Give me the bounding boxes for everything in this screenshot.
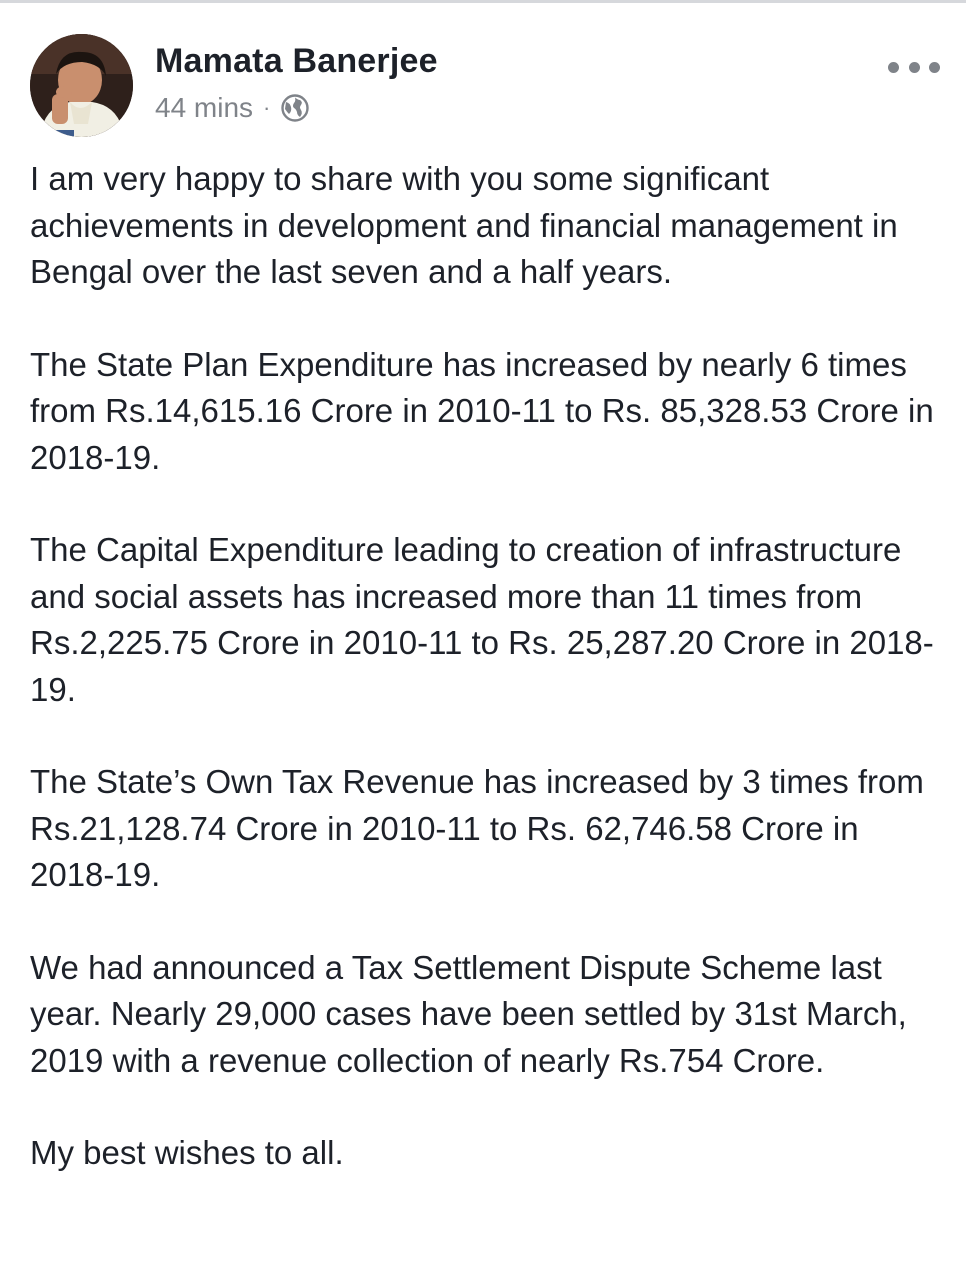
post-paragraph: The State Plan Expenditure has increased by nearly 6 times from Rs.14,615.16 Crore in 2010-11 to Rs. 85,328.53 Crore in 2018-19. [30,345,934,476]
post-paragraph: I am very happy to share with you some significant achievements in development and financial management in Bengal over the last seven and a half years. [30,160,898,290]
post-paragraph: The State’s Own Tax Revenue has increased by 3 times from Rs.21,128.74 Crore in 2010-11 to Rs. 62,746.58 Crore in 2018-19. [30,763,924,893]
avatar-image [30,34,133,137]
meta-separator: · [263,95,271,120]
more-dot [888,62,899,73]
avatar[interactable] [30,34,133,137]
post-meta [155,90,310,126]
post-paragraph: The Capital Expenditure leading to creation of infrastructure and social assets has increased more than 11 times from Rs.2,225.75 Crore in 2010-11 to Rs. 25,287.20 Crore in 2018-19. [30,531,934,708]
post-timestamp[interactable]: 44 mins [155,92,254,123]
more-options-icon[interactable] [888,54,940,80]
more-dot [929,62,940,73]
author-name[interactable]: Mamata Banerjee [155,42,438,80]
post-paragraph: My best wishes to all. [30,1134,344,1171]
globe-icon [280,93,310,123]
post-body [30,156,940,1177]
post-paragraph: We had announced a Tax Settlement Dispute Scheme last year. Nearly 29,000 cases have been settled by 31st March, 2019 with a revenue collection of nearly Rs.754 Crore. [30,948,907,1079]
post-header [0,0,966,150]
more-dot [909,62,920,73]
